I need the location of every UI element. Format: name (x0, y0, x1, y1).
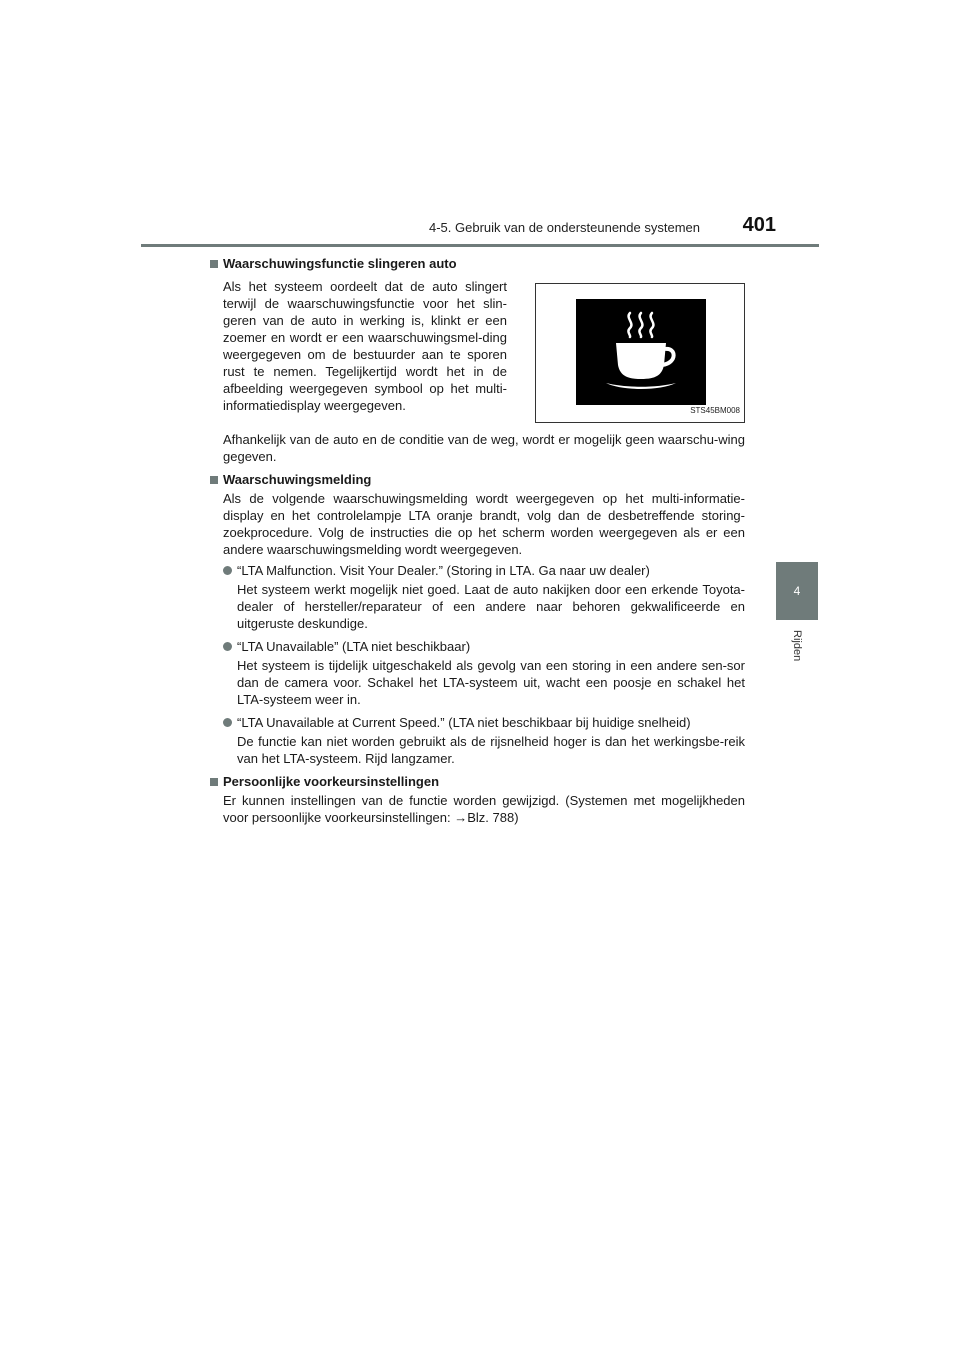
bullet-heading: “LTA Unavailable” (LTA niet beschikbaar) (237, 639, 471, 654)
round-bullet-icon (223, 566, 232, 575)
warning-message-paragraph: Als de volgende waarschuwingsmelding wordt weergegeven op het multi-informatie-display en het controlelampje LTA oranje brandt, volg dan de desbetreffende storing-zoekprocedure. Volg de instructies die op het scherm worden weergegeven als er een andere waarschuwingsmelding wordt weergegeven. (223, 491, 745, 557)
round-bullet-icon (223, 718, 232, 727)
chapter-tab-label: Rijden (791, 630, 803, 662)
square-bullet-icon (210, 476, 218, 484)
bullet-heading: “LTA Malfunction. Visit Your Dealer.” (Storing in LTA. Ga naar uw dealer) (237, 563, 650, 578)
section-swaying-warning-body (223, 278, 745, 423)
bullet-text: Het systeem is tijdelijk uitgeschakeld als gevolg van een storing in een andere sen-sor dan de camera voor. Schakel het LTA-systeem uit, wacht een poosje en schakel het LTA-systeem weer in. (237, 658, 745, 707)
swaying-warning-paragraph: Als het systeem oordeelt dat de auto slingert terwijl de waarschuwingsfunctie voor het slin-geren van de auto in werking is, klinkt er een zoemer en wordt er een waarschuwingsmel-ding weergegeven om de bestuurder aan te sporen rust te nemen. Tegelijkertijd wordt het in de afbeelding weergegeven symbool op het multi-informatiedisplay weergegeven. (223, 279, 507, 413)
page-number: 401 (742, 214, 776, 236)
bullet-item (210, 638, 745, 655)
section-heading-text: Waarschuwingsfunctie slingeren auto (223, 256, 457, 271)
bullet-heading: “LTA Unavailable at Current Speed.” (LTA niet beschikbaar bij huidige snelheid) (237, 715, 691, 730)
bullet-text: Het systeem werkt mogelijk niet goed. Laat de auto nakijken door een erkende Toyota-dealer of hersteller/reparateur of een andere naar behoren gekwalificeerde en uitgeruste deskundige. (237, 582, 745, 631)
round-bullet-icon (223, 642, 232, 651)
swaying-warning-note: Afhankelijk van de auto en de conditie van de weg, wordt er mogelijk geen waarschu-wing gegeven. (223, 432, 745, 464)
square-bullet-icon (210, 260, 218, 268)
section-heading-warning-message (210, 471, 745, 488)
bullet-item (210, 714, 745, 731)
bullet-text: De functie kan niet worden gebruikt als de rijsnelheid hoger is dan het werkingsbe-reik van het LTA-systeem. Rijd langzamer. (237, 734, 745, 766)
chapter-tab[interactable] (776, 562, 818, 620)
page-content (210, 255, 745, 830)
section-heading-text: Persoonlijke voorkeursinstellingen (223, 774, 440, 789)
section-heading-personal-settings (210, 773, 745, 790)
coffee-cup-icon (576, 299, 706, 405)
square-bullet-icon (210, 778, 218, 786)
header-rule (141, 244, 819, 247)
personal-settings-paragraph: Er kunnen instellingen van de functie worden gewijzigd. (Systemen met mogelijkheden voor persoonlijke voorkeursinstellingen: →Blz. 788) (223, 793, 745, 825)
header-title: 4-5. Gebruik van de ondersteunende systemen (428, 220, 700, 235)
display-symbol (576, 299, 706, 405)
section-heading-text: Waarschuwingsmelding (223, 472, 372, 487)
section-heading-swaying-warning (210, 255, 745, 272)
bullet-item (210, 562, 745, 579)
coffee-cup-figure (535, 283, 745, 423)
figure-code: STS45BM008 (690, 406, 740, 415)
chapter-tab-number: 4 (793, 584, 801, 598)
